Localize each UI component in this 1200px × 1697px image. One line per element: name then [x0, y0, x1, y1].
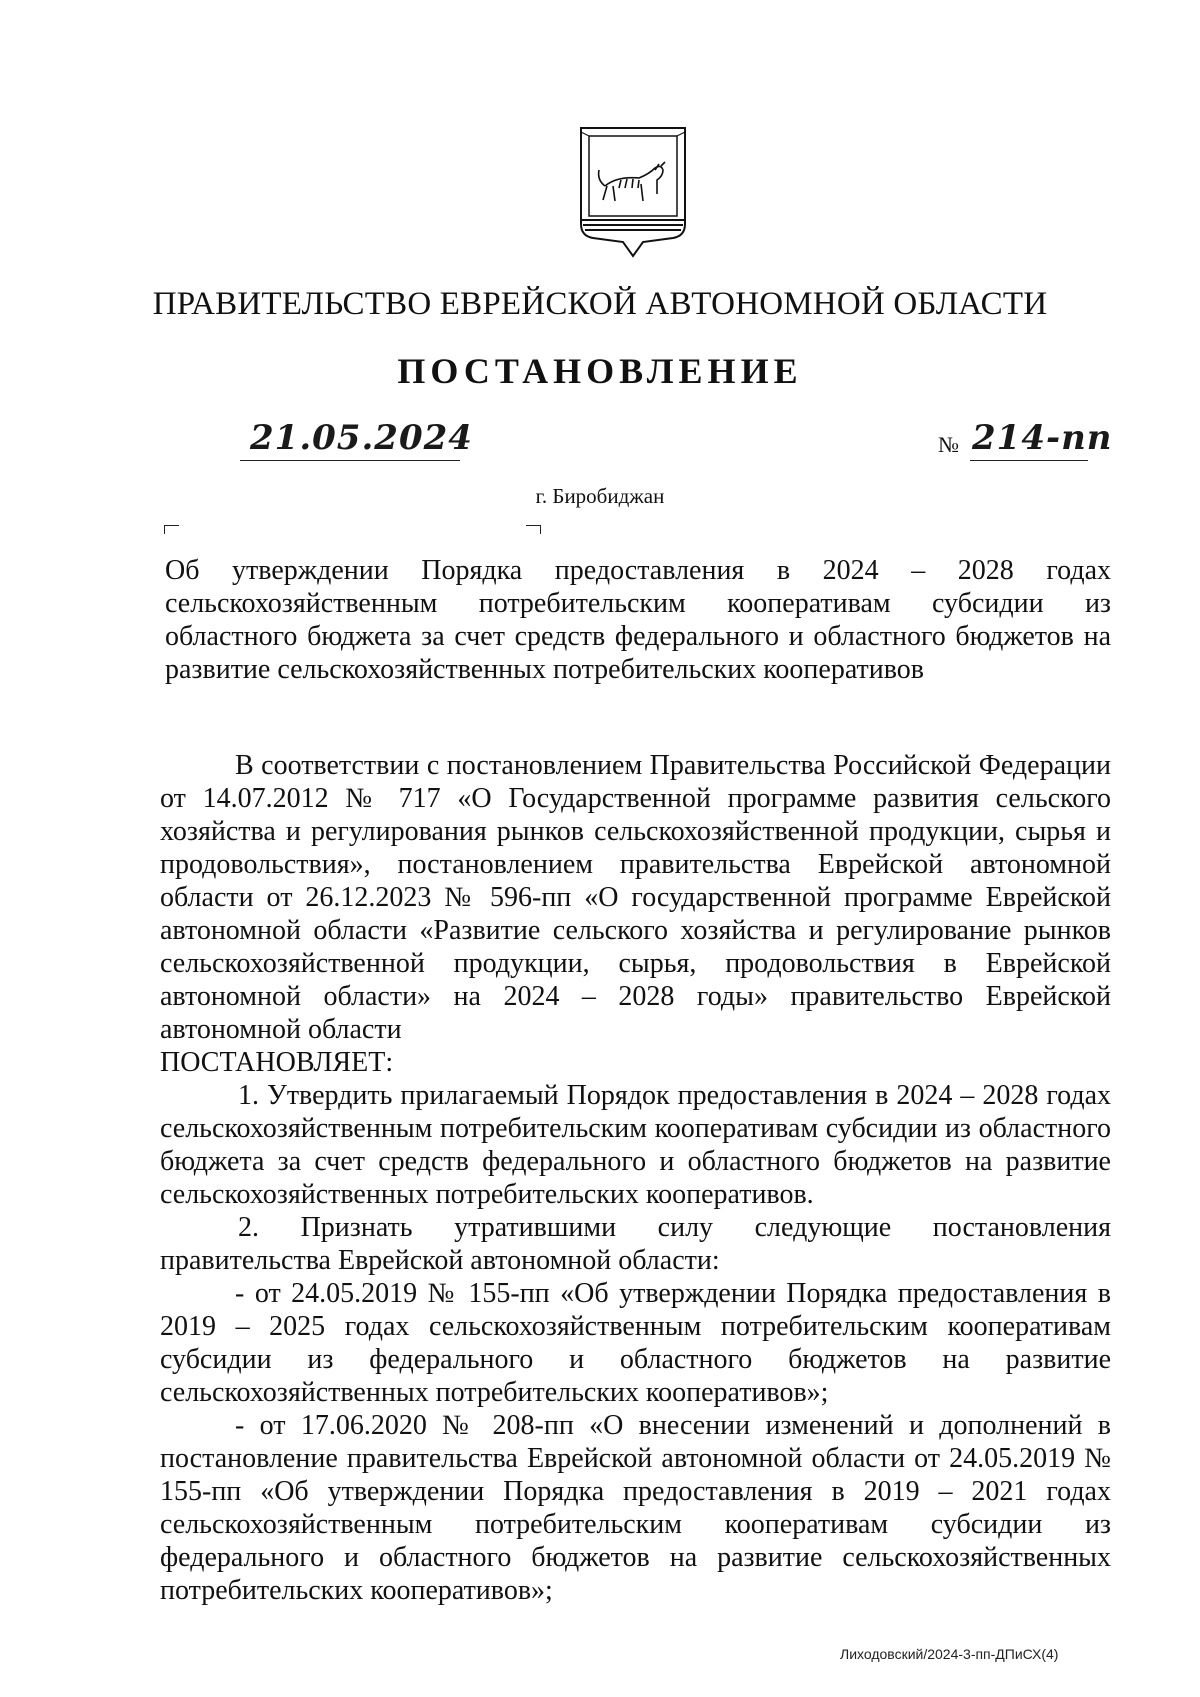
date-handwritten: 21.05.2024: [250, 418, 473, 458]
government-title: ПРАВИТЕЛЬСТВО ЕВРЕЙСКОЙ АВТОНОМНОЙ ОБЛАСТИ: [152, 286, 1048, 322]
item-2b-paragraph: - от 17.06.2020 № 208-пп «О внесении изменений и дополнений в постановление правительства Еврейской автономной области от 24.05.2019 № 155-пп «Об утверждении Порядка предоставления в 2019 – 2021 годах сельскохозяйственным потребительским кооперативам субсидии из федерального и областного бюджетов на развитие сельскохозяйственных потребительских кооперативов»;: [160, 1410, 1111, 1606]
coat-of-arms-emblem: [577, 124, 689, 259]
item-2a-paragraph: - от 24.05.2019 № 155-пп «Об утверждении Порядка предоставления в 2019 – 2025 годах сельскохозяйственным потребительским кооперативам субсидии из федерального и областного бюджетов на развитие сельскохозяйственных потребительских кооперативов»;: [160, 1278, 1111, 1408]
subject-bracket-left: [164, 525, 179, 534]
preamble-paragraph: В соответствии с постановлением Правительства Российской Федерации от 14.07.2012 № 717 «О Государственной программе развития сельского хозяйства и регулирования рынков сельскохозяйственной продукции, сырья и продовольствия», постановлением правительства Еврейской автономной области от 26.12.2023 № 596-пп «О государственной программе Еврейской автономной области «Развитие сельского хозяйства и регулирование рынков сельскохозяйственной продукции, сырья, продовольствия в Еврейской автономной области» на 2024 – 2028 годы» правительство Еврейской автономной области: [160, 750, 1111, 1045]
document-body: [160, 749, 1111, 1607]
number-handwritten: 214-пп: [972, 418, 1113, 458]
resolves-heading: ПОСТАНОВЛЯЕТ:: [160, 1047, 394, 1078]
item-2-paragraph: 2. Признать утратившими силу следующие постановления правительства Еврейской автономной области:: [160, 1212, 1111, 1276]
subject-bracket-right: [526, 525, 541, 534]
coat-of-arms-tiger-icon: [577, 124, 689, 259]
document-subject: Об утверждении Порядка предоставления в 2024 – 2028 годах сельскохозяйственным потребительским кооперативам субсидии из областного бюджета за счет средств федерального и областного бюджетов на развитие сельскохозяйственных потребительских кооперативов: [165, 555, 1111, 685]
number-sign: №: [938, 432, 959, 457]
document-type-title: ПОСТАНОВЛЕНИЕ: [397, 351, 803, 391]
city-label: г. Биробиджан: [535, 484, 665, 508]
item-1-paragraph: 1. Утвердить прилагаемый Порядок предоставления в 2024 – 2028 годах сельскохозяйственным потребительским кооперативам субсидии из областного бюджета за счет средств федерального и областного бюджетов на развитие сельскохозяйственных потребительских кооперативов.: [160, 1080, 1111, 1210]
footer-reference: Лиходовский/2024-3-пп-ДПиСХ(4): [840, 1646, 1059, 1662]
